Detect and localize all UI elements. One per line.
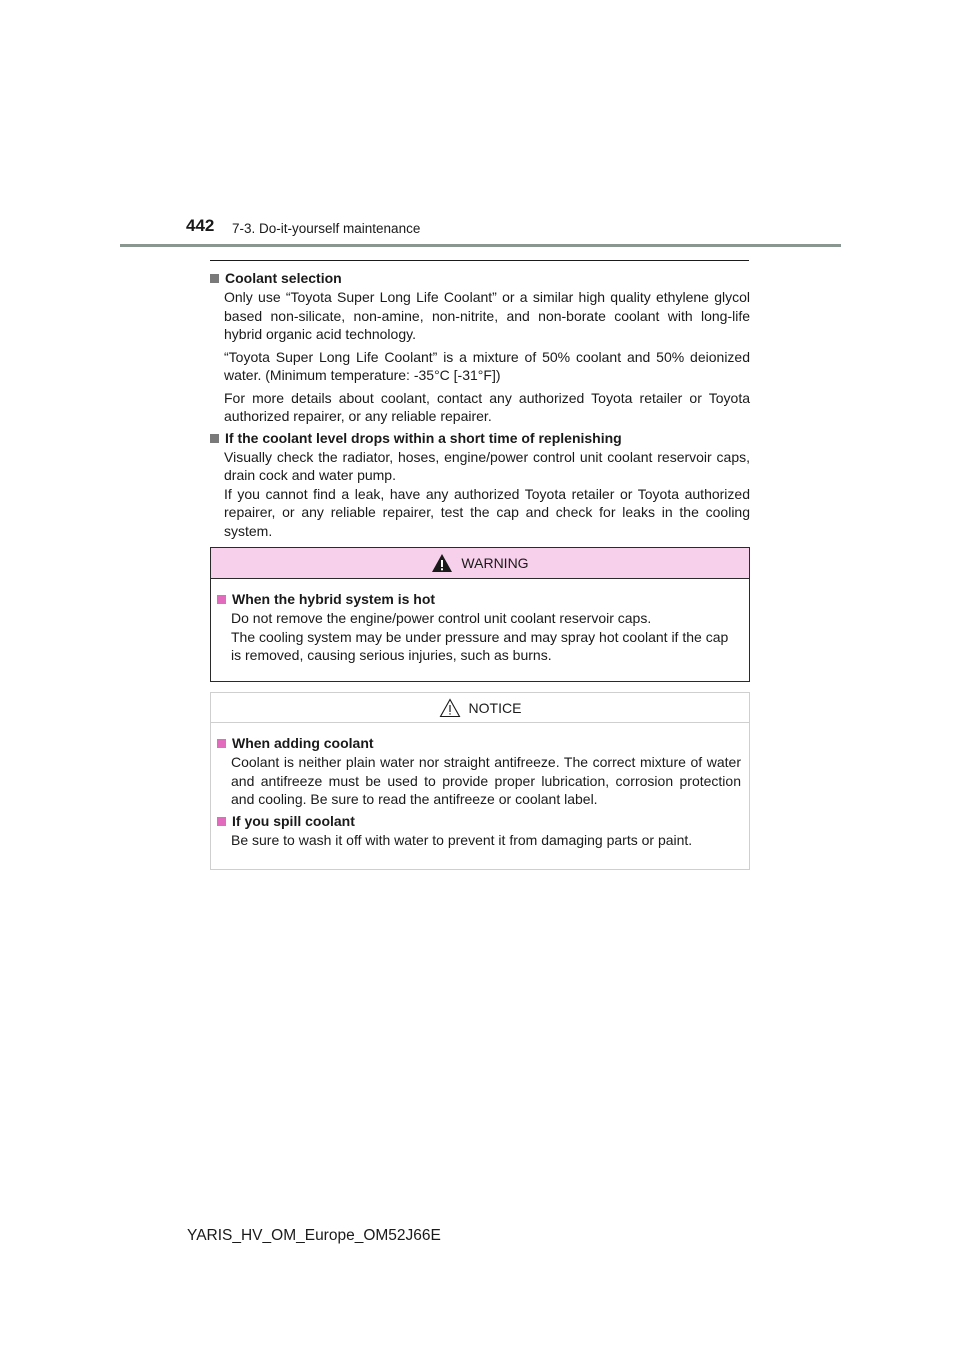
notice-text: Coolant is neither plain water nor straight antifreeze. The correct mixture of water and antifreeze must be used to provide proper lubrication, corrosion protection and cooling. Be sure to read the antifreeze or coolant label.	[231, 754, 741, 807]
footer-doc-id: YARIS_HV_OM_Europe_OM52J66E	[187, 1227, 441, 1244]
square-bullet-icon	[217, 739, 226, 748]
paragraph: “Toyota Super Long Life Coolant” is a mixture of 50% coolant and 50% deionized water. (Minimum temperature: -35°C [-31°F])	[224, 348, 750, 383]
paragraph: Visually check the radiator, hoses, engine/power control unit coolant reservoir caps, drain cock and water pump. If you cannot find a leak, have any authorized Toyota retailer or Toyota authorized repairer, or any reliable repairer, test the cap and check for leaks in the cooling system.	[224, 448, 750, 539]
notice-heading: When adding coolant	[232, 735, 374, 751]
notice-header	[211, 693, 749, 723]
page-number: 442	[186, 216, 215, 235]
warning-text: Do not remove the engine/power control unit coolant reservoir caps. The cooling system may be under pressure and may spray hot coolant if the cap is removed, causing serious injuries, such as burns.	[231, 610, 729, 663]
topic-coolant-selection	[210, 269, 750, 426]
notice-body	[211, 723, 749, 849]
notice-title: NOTICE	[468, 699, 522, 716]
warning-box	[210, 547, 750, 682]
warning-body	[211, 579, 749, 665]
square-bullet-icon	[217, 817, 226, 826]
content-rule	[210, 260, 749, 261]
caution-triangle-icon	[439, 698, 461, 718]
topic-heading: If the coolant level drops within a short time of replenishing	[225, 429, 622, 446]
header-rule	[120, 244, 841, 247]
warning-triangle-icon	[431, 553, 453, 573]
warning-heading: When the hybrid system is hot	[232, 591, 436, 607]
paragraph: For more details about coolant, contact any authorized Toyota retailer or Toyota authorized repairer, or any reliable repairer.	[224, 389, 750, 424]
topic-coolant-level-drops	[210, 429, 750, 541]
square-bullet-icon	[210, 274, 219, 283]
section-title: 7-3. Do-it-yourself maintenance	[232, 221, 421, 236]
warning-title: WARNING	[461, 555, 529, 571]
square-bullet-icon	[210, 434, 219, 443]
topic-heading: Coolant selection	[225, 270, 342, 286]
notice-box	[210, 692, 750, 870]
notice-heading: If you spill coolant	[232, 812, 355, 829]
warning-header	[211, 548, 749, 579]
paragraph: Only use “Toyota Super Long Life Coolant” or a similar high quality ethylene glycol based non-silicate, non-amine, non-nitrite, and non-borate coolant with long-life hybrid organic acid technology.	[224, 289, 750, 342]
square-bullet-icon	[217, 595, 226, 604]
main-content	[210, 266, 750, 540]
notice-text: Be sure to wash it off with water to prevent it from damaging parts or paint.	[231, 831, 693, 848]
